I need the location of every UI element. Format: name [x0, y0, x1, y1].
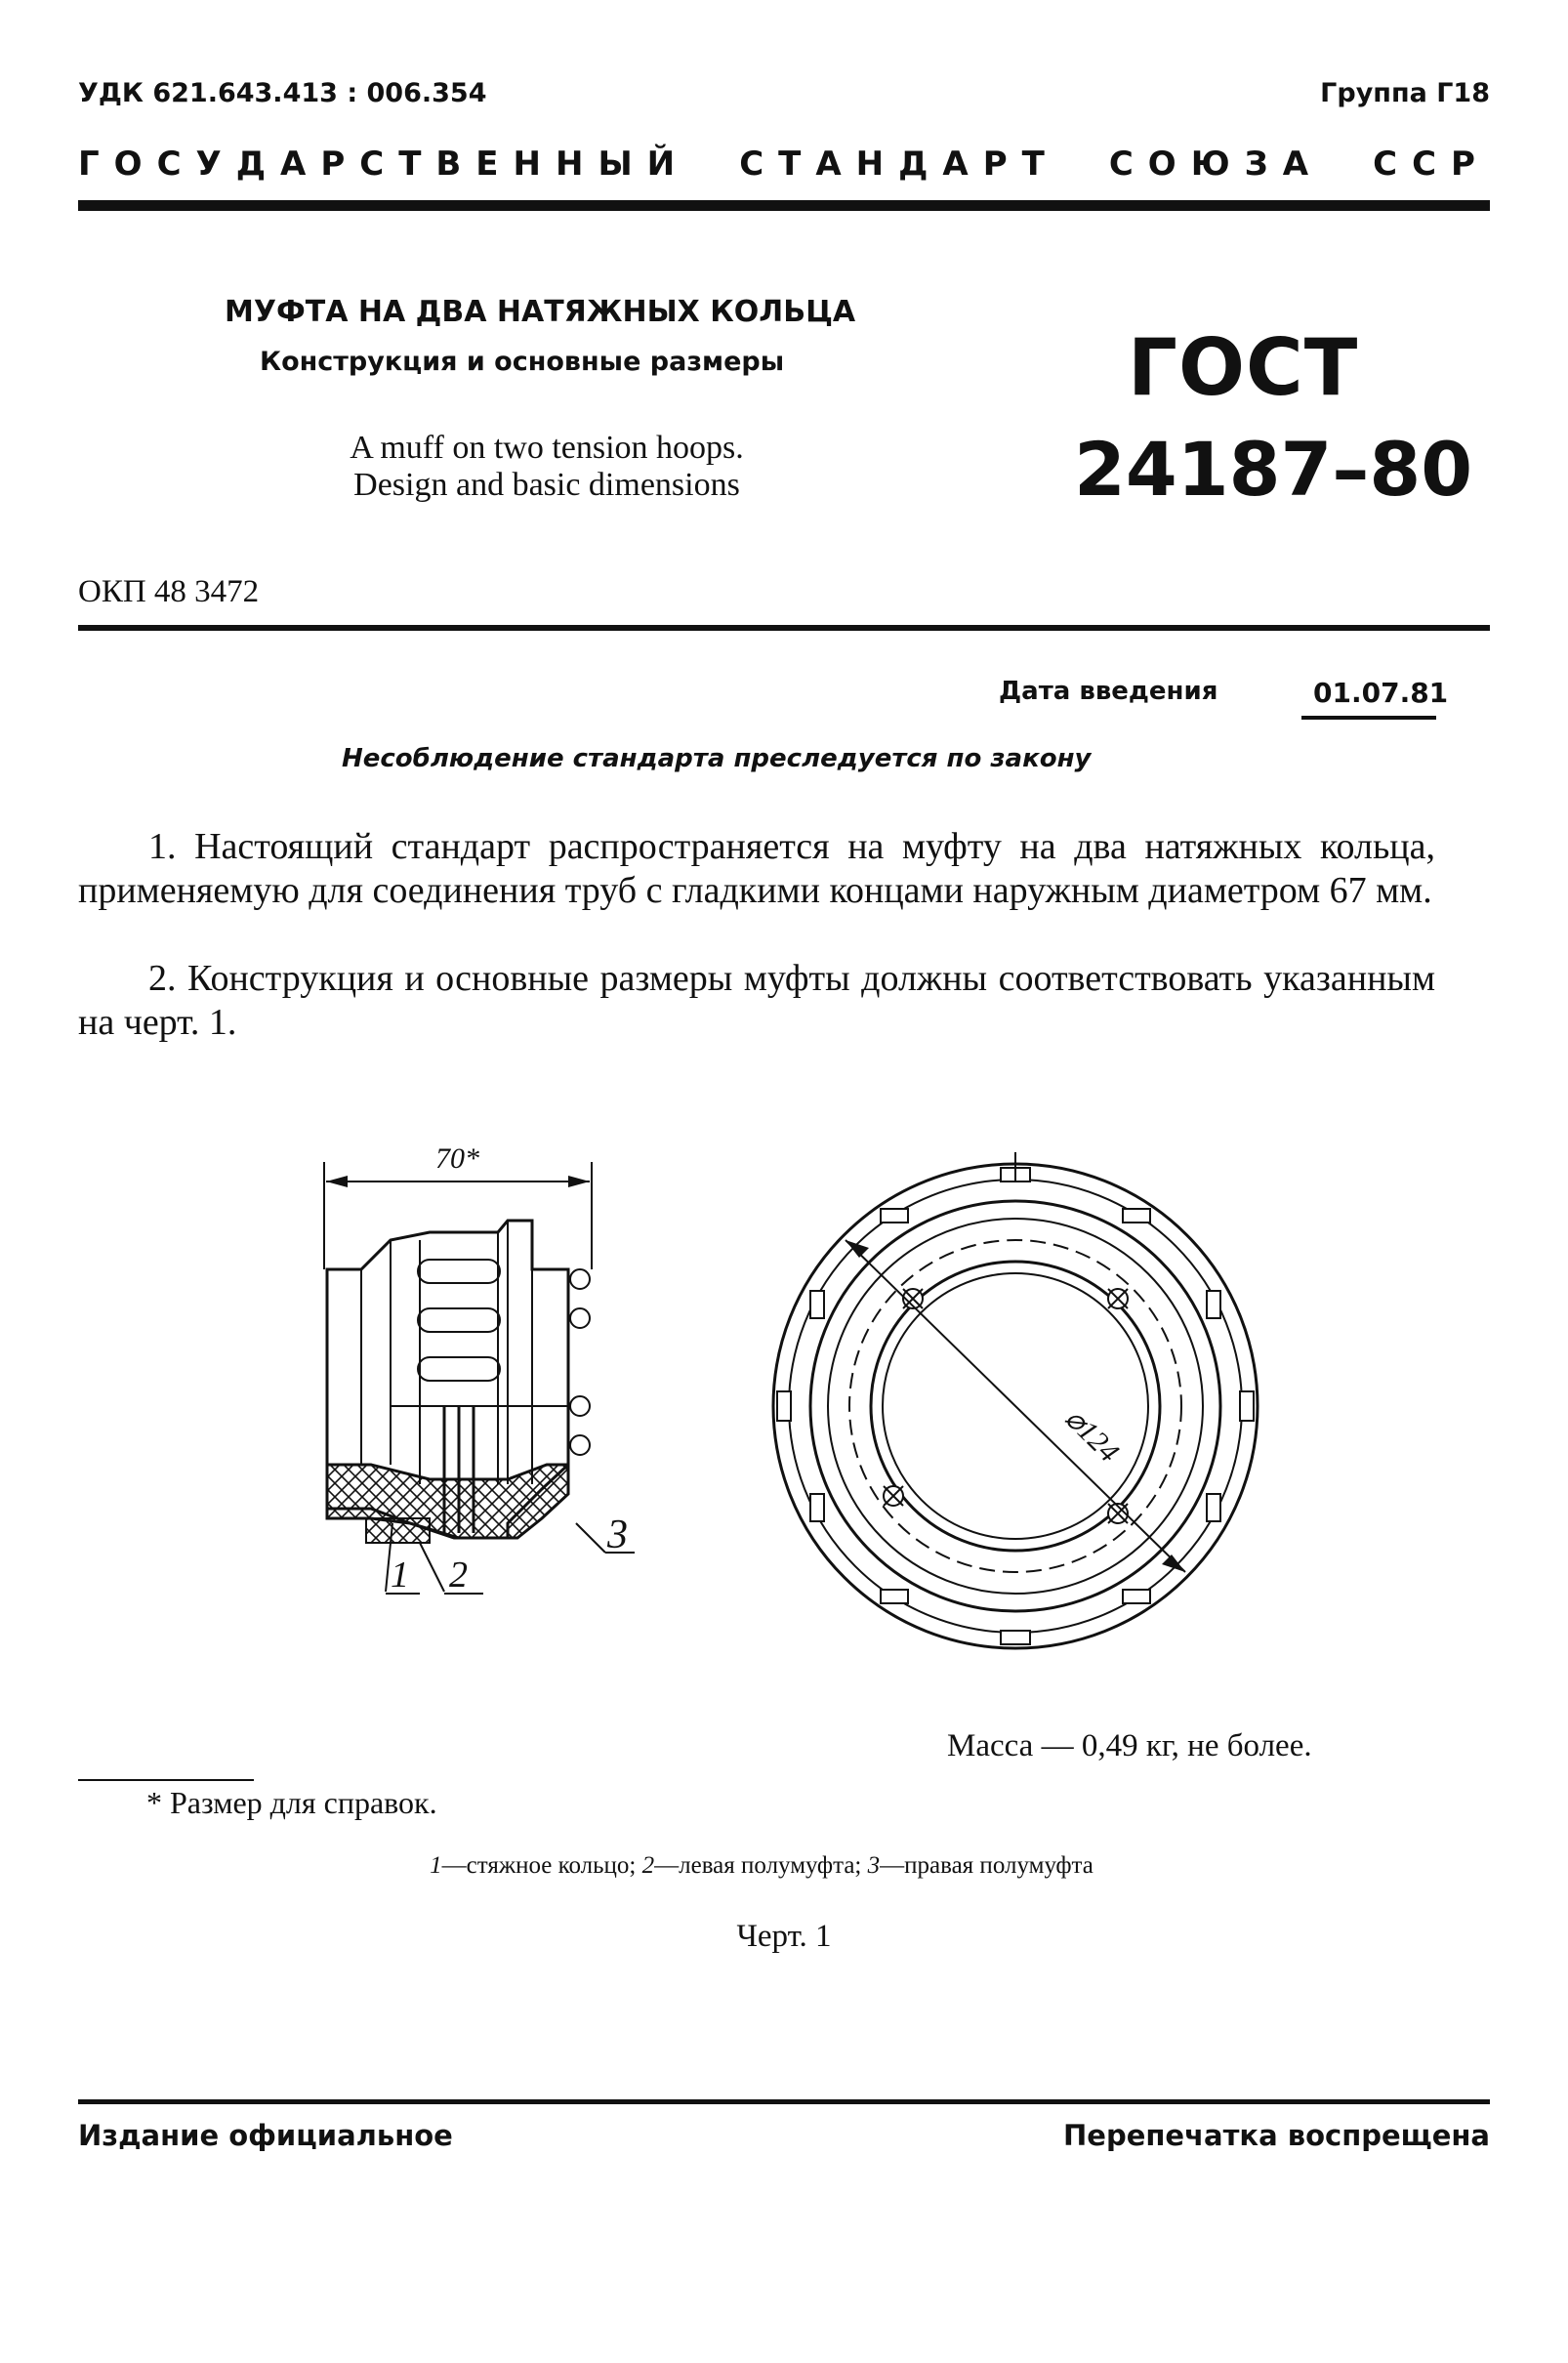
gost-label: ГОСТ [1128, 322, 1359, 413]
date-underline [1301, 716, 1436, 720]
paragraph-2-text: 2. Конструкция и основные размеры муфты должны соответствовать указанным на черт. 1. [78, 958, 1435, 1043]
callout-3: 3 [607, 1513, 628, 1557]
paragraph-2 [78, 957, 1435, 1045]
banner-word: СТАНДАРТ [739, 145, 1059, 184]
law-notice: Несоблюдение стандарта преследуется по закону [342, 744, 1092, 773]
gost-number: 24187–80 [1074, 426, 1473, 513]
title-en-line1: A muff on two tension hoops. [350, 430, 744, 466]
footnote-rule [78, 1779, 254, 1781]
edition-note: Издание официальное [78, 2119, 453, 2152]
side-view-drawing [293, 1123, 664, 1596]
callout-1: 1 [391, 1555, 409, 1596]
title-en [312, 430, 781, 504]
legend-num-3: 3 [867, 1852, 881, 1879]
footer-rule [78, 2099, 1490, 2104]
intro-date-value: 01.07.81 [1313, 677, 1449, 709]
title-ru: МУФТА НА ДВА НАТЯЖНЫХ КОЛЬЦА [225, 295, 856, 329]
okp-code: ОКП 48 3472 [78, 574, 260, 609]
dim-diameter-label: ⌀124 [1058, 1402, 1126, 1469]
dim-width-label: 70* [435, 1142, 479, 1175]
banner-word: СОЮЗА [1108, 145, 1324, 184]
banner-word: ГОСУДАРСТВЕННЫЙ [78, 145, 690, 184]
figure-legend [322, 1850, 1201, 1882]
section-rule [78, 625, 1490, 631]
callout-2: 2 [449, 1555, 468, 1596]
legend-text-2: —левая полумуфта; [654, 1852, 868, 1879]
header-rule [78, 200, 1490, 211]
mass-note: Масса — 0,49 кг, не более. [947, 1728, 1312, 1763]
title-en-line2: Design and basic dimensions [353, 467, 740, 503]
reprint-note: Перепечатка воспрещена [1063, 2119, 1490, 2152]
legend-num-2: 2 [641, 1852, 655, 1879]
front-view-drawing [762, 1142, 1289, 1670]
group-code: Группа Г18 [1320, 78, 1490, 108]
intro-date-label: Дата введения [999, 677, 1218, 706]
paragraph-1 [78, 825, 1435, 913]
figure-caption: Черт. 1 [736, 1919, 832, 1954]
legend-text-3: —правая полумуфта [880, 1852, 1093, 1879]
footnote: * Размер для справок. [146, 1785, 437, 1820]
standard-banner [78, 145, 1490, 184]
paragraph-1-text: 1. Настоящий стандарт распространяется на муфту на два натяжных кольца, применяемую для соединения труб с гладкими концами наружным диаметром 67 мм. [78, 826, 1435, 911]
subtitle-ru: Конструкция и основные размеры [260, 347, 785, 377]
banner-word: ССР [1373, 145, 1490, 184]
legend-num-1: 1 [430, 1852, 442, 1879]
udk-code: УДК 621.643.413 : 006.354 [78, 78, 487, 108]
legend-text-1: —стяжное кольцо; [441, 1852, 642, 1879]
